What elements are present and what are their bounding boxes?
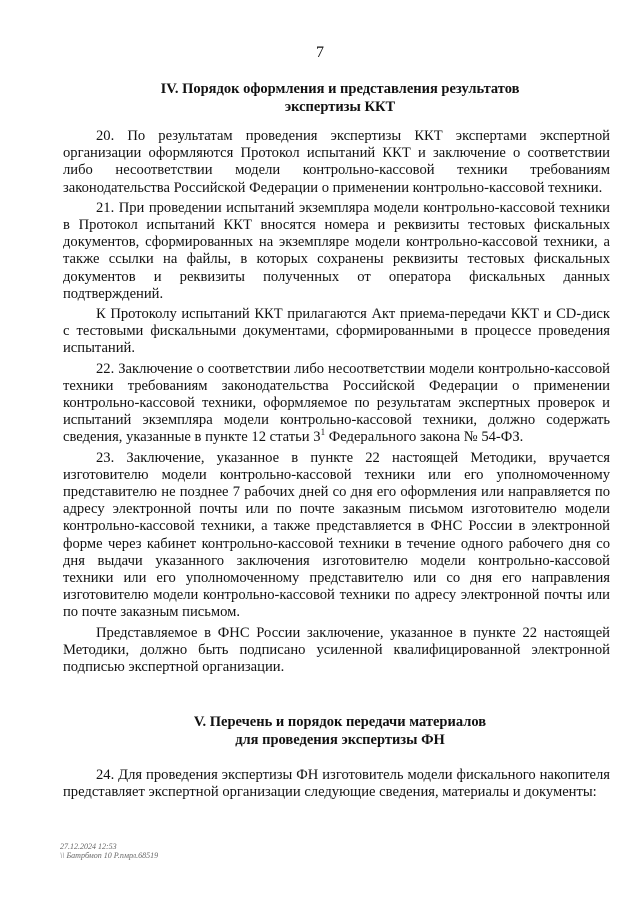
section-v-title: [70, 713, 610, 749]
paragraph-22-superscript: 1: [320, 427, 326, 438]
section-iv-title: [70, 80, 610, 116]
section-v-title-line1: V. Перечень и порядок передачи материалов: [193, 714, 487, 730]
paragraph-20: 20. По результатам проведения экспертизы ККТ экспертами экспертной организации оформляются Протокол испытаний ККТ и заключение о соответствии либо несоответствии модели контрольно-кассовой техники требованиям законодательства Российской Федерации о применении контрольно-кассовой техники.: [63, 128, 610, 196]
footer-stamp: [60, 842, 158, 860]
paragraph-23: 23. Заключение, указанное в пункте 22 настоящей Методики, вручается изготовителю модели контрольно-кассовой техники или его уполномоченному представителю не позднее 7 рабочих дней со дня его оформления или направляется по адресу электронной почты или по почте заказным письмом изготовителю модели контрольно-кассовой техники, а также представляется в ФНС России в электронной форме через кабинет контрольно-кассовой техники в течение одного рабочего дня со дня выдачи указанного заключения изготовителю модели контрольно-кассовой техники или его уполномоченному представителю или со дня его направления изготовителю модели контрольно-кассовой техники по адресу электронной почты или по почте заказным письмом.: [63, 449, 610, 621]
section-v-body: [63, 767, 610, 804]
paragraph-22-tail: Федерального закона № 54-ФЗ.: [325, 429, 524, 446]
page-number: 7: [316, 44, 324, 61]
footer-stamp-line1: 27.12.2024 12:53: [60, 842, 117, 851]
paragraph-22-text: 22. Заключение о соответствии либо несоответствии модели контрольно-кассовой техники требованиям законодательства Российской Федерации о применении контрольно-кассовой техники, оформляемое по результатам экспертных проверок и испытаний экземпляра модели контрольно-кассовой техники, должно содержать сведения, указанные в пункте 12 статьи 3: [63, 360, 610, 446]
paragraph-protocol-attachments: К Протоколу испытаний ККТ прилагаются Акт приема-передачи ККТ и CD-диск с тестовыми фискальными документами, сформированными в процессе проведения испытаний.: [63, 306, 610, 357]
section-iv-body: [63, 128, 610, 679]
section-v-title-line2: для проведения экспертизы ФН: [235, 732, 445, 748]
paragraph-22: [63, 361, 610, 447]
paragraph-24: 24. Для проведения экспертизы ФН изготовитель модели фискального накопителя представляет экспертной организации следующие сведения, материалы и документы:: [63, 767, 610, 801]
section-iv-title-line1: IV. Порядок оформления и представления результатов: [160, 81, 520, 97]
footer-stamp-line2: \\ Батрбмоп 10 Р.пмрл.68519: [60, 851, 159, 860]
section-iv-title-line2: экспертизы ККТ: [284, 99, 396, 115]
paragraph-21: 21. При проведении испытаний экземпляра модели контрольно-кассовой техники в Протокол испытаний ККТ вносятся номера и реквизиты тестовых фискальных документов, сформированных на экземпляре модели контрольно-кассовой техники, а также ссылки на файлы, в которых сохранены реквизиты тестовых фискальных документов и реквизиты полученных от оператора фискальных данных подтверждений.: [63, 199, 610, 302]
paragraph-fns-submission: Представляемое в ФНС России заключение, указанное в пункте 22 настоящей Методики, должно быть подписано усиленной квалифицированной электронной подписью экспертной организации.: [63, 624, 610, 676]
